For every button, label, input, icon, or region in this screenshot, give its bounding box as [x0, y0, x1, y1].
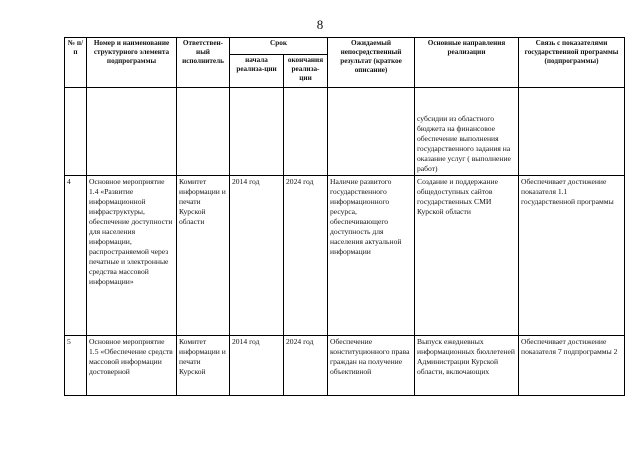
page-number: 8: [316, 17, 324, 32]
header-term: Срок: [230, 38, 328, 55]
cell-expected-result: Наличие развитого государственного информационного ресурса, обеспечивающего доступность для населения актуальной информации: [328, 176, 415, 336]
cell-expected-result: Обеспечение конституционного права граждан на получение объективной: [328, 336, 415, 396]
header-directions: Основные направления реализации: [415, 38, 519, 88]
cell-directions: Создание и поддержание общедоступных сайтов государственных СМИ Курской области: [415, 176, 519, 336]
header-term-start: начала реализа-ции: [230, 55, 284, 88]
cell-link: [519, 88, 625, 176]
cell-start: 2014 год: [230, 336, 284, 396]
cell-executor: [177, 88, 230, 176]
cell-num: 5: [65, 336, 87, 396]
cell-name: [87, 88, 177, 176]
table-row: [65, 176, 625, 336]
table-row-continuation: [65, 88, 625, 176]
cell-end: [284, 88, 328, 176]
header-name: Номер и наименование структурного элемента подпрограммы: [87, 38, 177, 88]
cell-name: Основное мероприятие 1.4 «Развитие информационной инфраструктуры, обеспечение доступности для населения информации, распространяемой через печатные и электронные средства массовой информации»: [87, 176, 177, 336]
header-link: Связь с показателями государственной программы (подпрограммы): [519, 38, 625, 88]
table-header-row: [65, 38, 625, 55]
header-term-end: окончания реализа-ции: [284, 55, 328, 88]
cell-link: Обеспечивает достижение показателя 1.1 государственной программы: [519, 176, 625, 336]
cell-name: Основное мероприятие 1.5 «Обеспечение средств массовой информации достоверной: [87, 336, 177, 396]
cell-start: 2014 год: [230, 176, 284, 336]
cell-end: 2024 год: [284, 336, 328, 396]
program-table: [64, 37, 625, 396]
cell-executor: Комитет информации и печати Курской области: [177, 176, 230, 336]
cell-directions: субсидии из областного бюджета на финансовое обеспечение выполнения государственного задания на оказание услуг ( выполнение работ): [415, 88, 519, 176]
cell-start: [230, 88, 284, 176]
cell-num: 4: [65, 176, 87, 336]
cell-end: 2024 год: [284, 176, 328, 336]
header-executor: Ответствен-ный исполнитель: [177, 38, 230, 88]
cell-executor: Комитет информации и печати Курской: [177, 336, 230, 396]
table-row: [65, 336, 625, 396]
cell-num: [65, 88, 87, 176]
cell-directions: Выпуск ежедневных информационных бюллетеней Администрации Курской области, включающих: [415, 336, 519, 396]
header-expected-result: Ожидаемый непосредственный результат (краткое описание): [328, 38, 415, 88]
cell-link: Обеспечивает достижение показателя 7 подпрограммы 2: [519, 336, 625, 396]
cell-expected-result: [328, 88, 415, 176]
header-num: № п/п: [65, 38, 87, 88]
